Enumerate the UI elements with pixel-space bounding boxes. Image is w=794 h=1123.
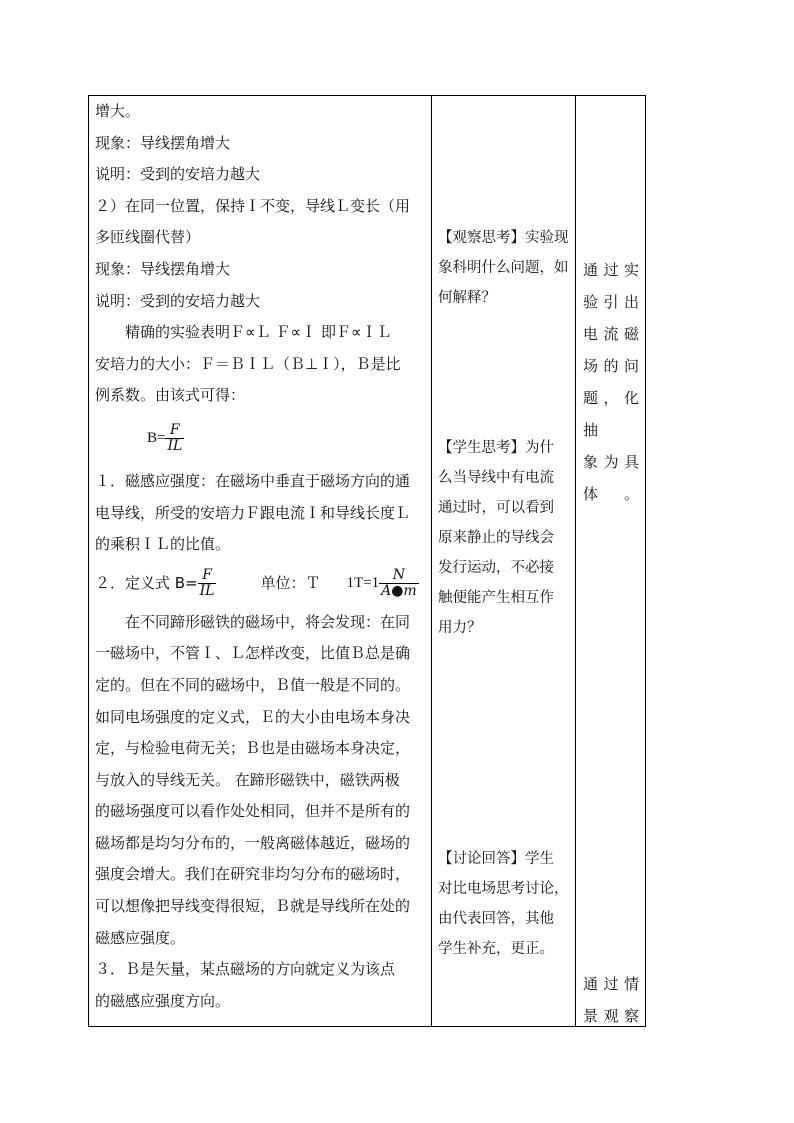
activity-think-line: 【学生思考】为什: [438, 440, 554, 456]
definition-formula-line: [95, 561, 425, 607]
formula-numerator: F: [170, 422, 180, 439]
content-bottom-line: 如同电场强度的定义式，Ｅ的大小由电场本身决: [95, 707, 411, 726]
activity-column: [432, 96, 575, 1026]
content-bottom-line: ３．Ｂ是矢量，某点磁场的方向就定义为该点: [95, 960, 396, 979]
content-top-line: 说明：受到的安培力越大: [95, 291, 261, 310]
activity-think-line: 触便能产生相互作: [438, 590, 554, 606]
content-top-line: 增大。: [95, 102, 141, 120]
formula-denominator: IL: [167, 438, 183, 455]
unit-numerator: N: [392, 566, 406, 583]
content-top-line: 安培力的大小：Ｆ＝ＢＩＬ（Ｂ⊥Ｉ），Ｂ是比: [95, 354, 401, 373]
content-bottom: [95, 607, 425, 1018]
activity-observe: [438, 223, 569, 313]
content-top-line: 例系数。由该式可得：: [95, 386, 246, 405]
intent-experiment-line: 场的问: [583, 357, 639, 375]
content-bottom-line: 磁场都是均匀分布的，一般离磁体越近，磁场的: [95, 833, 411, 852]
content-top-line: 多匝线圈代替）: [95, 228, 201, 247]
intent-scenario: [583, 968, 639, 1032]
content-bottom-line: 的磁感应强度方向。: [95, 991, 231, 1010]
activity-think-line: 发行运动，不必接: [438, 560, 554, 576]
content-bottom-line: 与放入的导线无关。 在蹄形磁铁中，磁铁两极: [95, 770, 400, 789]
formula-fraction: [165, 423, 184, 455]
unit-label: 单位：Ｔ: [260, 573, 321, 592]
definition-numerator: F: [202, 566, 212, 583]
activity-think-line: 原来静止的导线会: [438, 530, 554, 546]
activity-discuss-line: 学生补充，更正。: [438, 941, 554, 957]
content-bottom-line: 定的。但在不同的磁场中，Ｂ值一般是不同的。: [95, 675, 411, 694]
intent-experiment-line: 体。: [583, 485, 639, 503]
definition-prefix: ２．定义式 B=: [95, 573, 198, 592]
activity-discuss: [438, 844, 569, 964]
content-bottom-line: 磁感应强度。: [95, 928, 186, 947]
intent-experiment-line: 电流磁: [583, 325, 639, 343]
activity-think-line: 么当导线中有电流: [438, 470, 554, 486]
unit-fraction: [379, 568, 419, 600]
intent-experiment-line: 象为具: [583, 453, 639, 471]
activity-observe-line: 【观察思考】实验现: [438, 230, 569, 246]
intent-experiment-line: 通过实: [583, 261, 639, 279]
intent-scenario-line: 通过情: [583, 975, 639, 993]
content-top-line: ２）在同一位置，保持Ｉ不变，导线Ｌ变长（用: [95, 196, 411, 215]
formula-b-equals: [95, 412, 425, 466]
content-top-line: 现象：导线摆角增大: [95, 133, 231, 152]
content-bottom-line: 可以想像把导线变得很短，Ｂ就是导线所在处的: [95, 897, 411, 916]
content-top-line: 现象：导线摆角增大: [95, 259, 231, 278]
definition-fraction: [198, 568, 217, 600]
activity-think-line: 用力？: [438, 620, 482, 636]
content-definition-line: 的乘积ＩＬ的比值。: [95, 535, 231, 554]
intent-scenario-line: 景观察: [583, 1007, 639, 1025]
intent-column: [576, 96, 646, 1026]
content-bottom-line: 定，与检验电荷无关；Ｂ也是由磁场本身决定，: [95, 739, 411, 758]
content-bottom-line: 强度会增大。我们在研究非均匀分布的磁场时，: [95, 865, 411, 884]
activity-observe-line: 何解释？: [438, 290, 496, 306]
content-top-line: 精确的实验表明Ｆ∝Ｌ Ｆ∝Ｉ 即Ｆ∝ＩＬ: [95, 323, 392, 342]
content-bottom-line: 的磁场强度可以看作处处相同，但并不是所有的: [95, 802, 411, 821]
definition-denominator: IL: [199, 583, 215, 600]
activity-think-line: 通过时，可以看到: [438, 500, 554, 516]
lesson-table: [88, 95, 646, 1027]
intent-experiment-line: 验引出: [583, 293, 639, 311]
content-column: [89, 96, 431, 1026]
intent-experiment: [583, 254, 639, 510]
activity-discuss-line: 对比电场思考讨论，: [438, 881, 569, 897]
content-definition-line: 电导线，所受的安培力Ｆ跟电流Ｉ和导线长度Ｌ: [95, 503, 411, 522]
activity-discuss-line: 【讨论回答】学生: [438, 851, 554, 867]
content-bottom-line: 在不同蹄形磁铁的磁场中，将会发现：在同: [95, 612, 411, 631]
content-top-line: 说明：受到的安培力越大: [95, 165, 261, 184]
content-definition-line: １．磁感应强度：在磁场中垂直于磁场方向的通: [95, 471, 411, 490]
intent-experiment-line: 题，化抽: [583, 389, 639, 439]
activity-discuss-line: 由代表回答，其他: [438, 911, 554, 927]
activity-think: [438, 433, 554, 643]
content-definition: [95, 466, 425, 561]
content-bottom-line: 一磁场中，不管Ｉ、Ｌ怎样改变，比值Ｂ总是确: [95, 644, 411, 663]
unit-denominator: A●m: [381, 583, 417, 600]
content-top: [95, 96, 425, 412]
formula-lhs: B=: [147, 430, 166, 447]
unit-lhs: 1T=1: [346, 574, 380, 591]
activity-observe-line: 象科明什么问题，如: [438, 260, 569, 276]
